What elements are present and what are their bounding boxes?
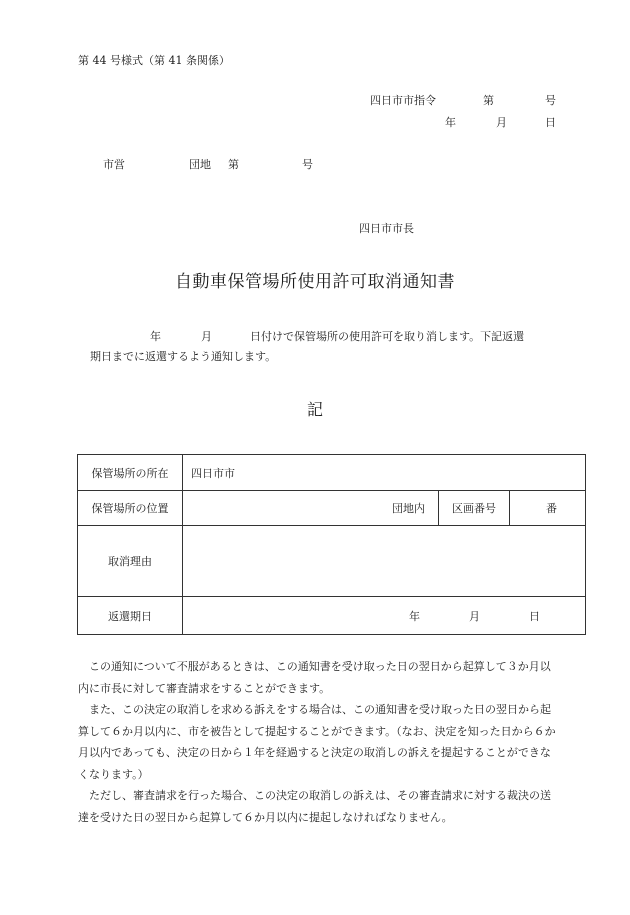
location-label: 保管場所の所在 [78,455,183,490]
issue-date-day: 日 [545,116,556,129]
body-year: 年 [150,330,161,343]
table-row-reason [78,526,585,597]
position-number-suffix: 番 [546,502,557,515]
appeal-note [78,656,558,699]
recipient-number-prefix: 第 [228,158,239,171]
recipient-number-suffix: 号 [302,158,313,171]
table-row-return-date [78,597,585,634]
return-date-year: 年 [409,609,420,623]
body-text-line1: 日付けで保管場所の使用許可を取り消します。下記返還 [250,330,525,343]
proviso-note-text: ただし、審査請求を行った場合、この決定の取消しの訴えは、その審査請求に対する裁決の送達を受けた日の翌日から起算して６か月以内に提起しなければなりません。 [78,789,551,824]
table-row-location [78,455,585,491]
location-value: 四日市市 [191,466,235,480]
issue-date-month: 月 [496,116,507,129]
body-text-line2: 期日までに返還するよう通知します。 [90,350,277,363]
return-date-label: 返還期日 [78,597,183,634]
recipient-estate-label: 団地 [189,158,211,171]
return-date-value [183,597,585,634]
reason-label: 取消理由 [78,526,183,596]
lawsuit-note-text: また、この決定の取消しを求める訴えをする場合は、この通知書を受け取った日の翌日から起算して６か月以内に、市を被告として提起することができます。（なお、決定を知った日から６か月以内であっても、決定の日から１年を経過すると決定の取消しの訴えを提起することができなくなります。） [78,703,556,781]
table-row-position [78,491,585,526]
details-table [77,454,586,635]
issue-date-year: 年 [445,116,456,129]
position-block-number-label: 区画番号 [439,491,510,525]
document-title: 自動車保管場所使用許可取消通知書 [175,272,455,292]
form-number: 第 44 号様式（第 41 条関係） [78,54,230,67]
appeal-note-text: この通知について不服があるときは、この通知書を受け取った日の翌日から起算して３か月以内に市長に対して審査請求をすることができます。 [78,660,551,695]
position-estate: 団地内 [183,491,439,525]
recipient-municipal-label: 市営 [103,158,125,171]
mayor-signature: 四日市市長 [359,222,414,235]
body-month: 月 [201,330,212,343]
lawsuit-note [78,699,558,785]
position-label: 保管場所の位置 [78,491,183,525]
issuer-order-label: 四日市市指令 [370,94,436,107]
issuer-number-suffix: 号 [545,94,556,107]
return-date-day: 日 [529,609,540,623]
return-date-month: 月 [469,609,480,623]
issuer-number-prefix: 第 [483,94,494,107]
ki-heading: 記 [306,400,323,419]
proviso-note [78,785,558,828]
